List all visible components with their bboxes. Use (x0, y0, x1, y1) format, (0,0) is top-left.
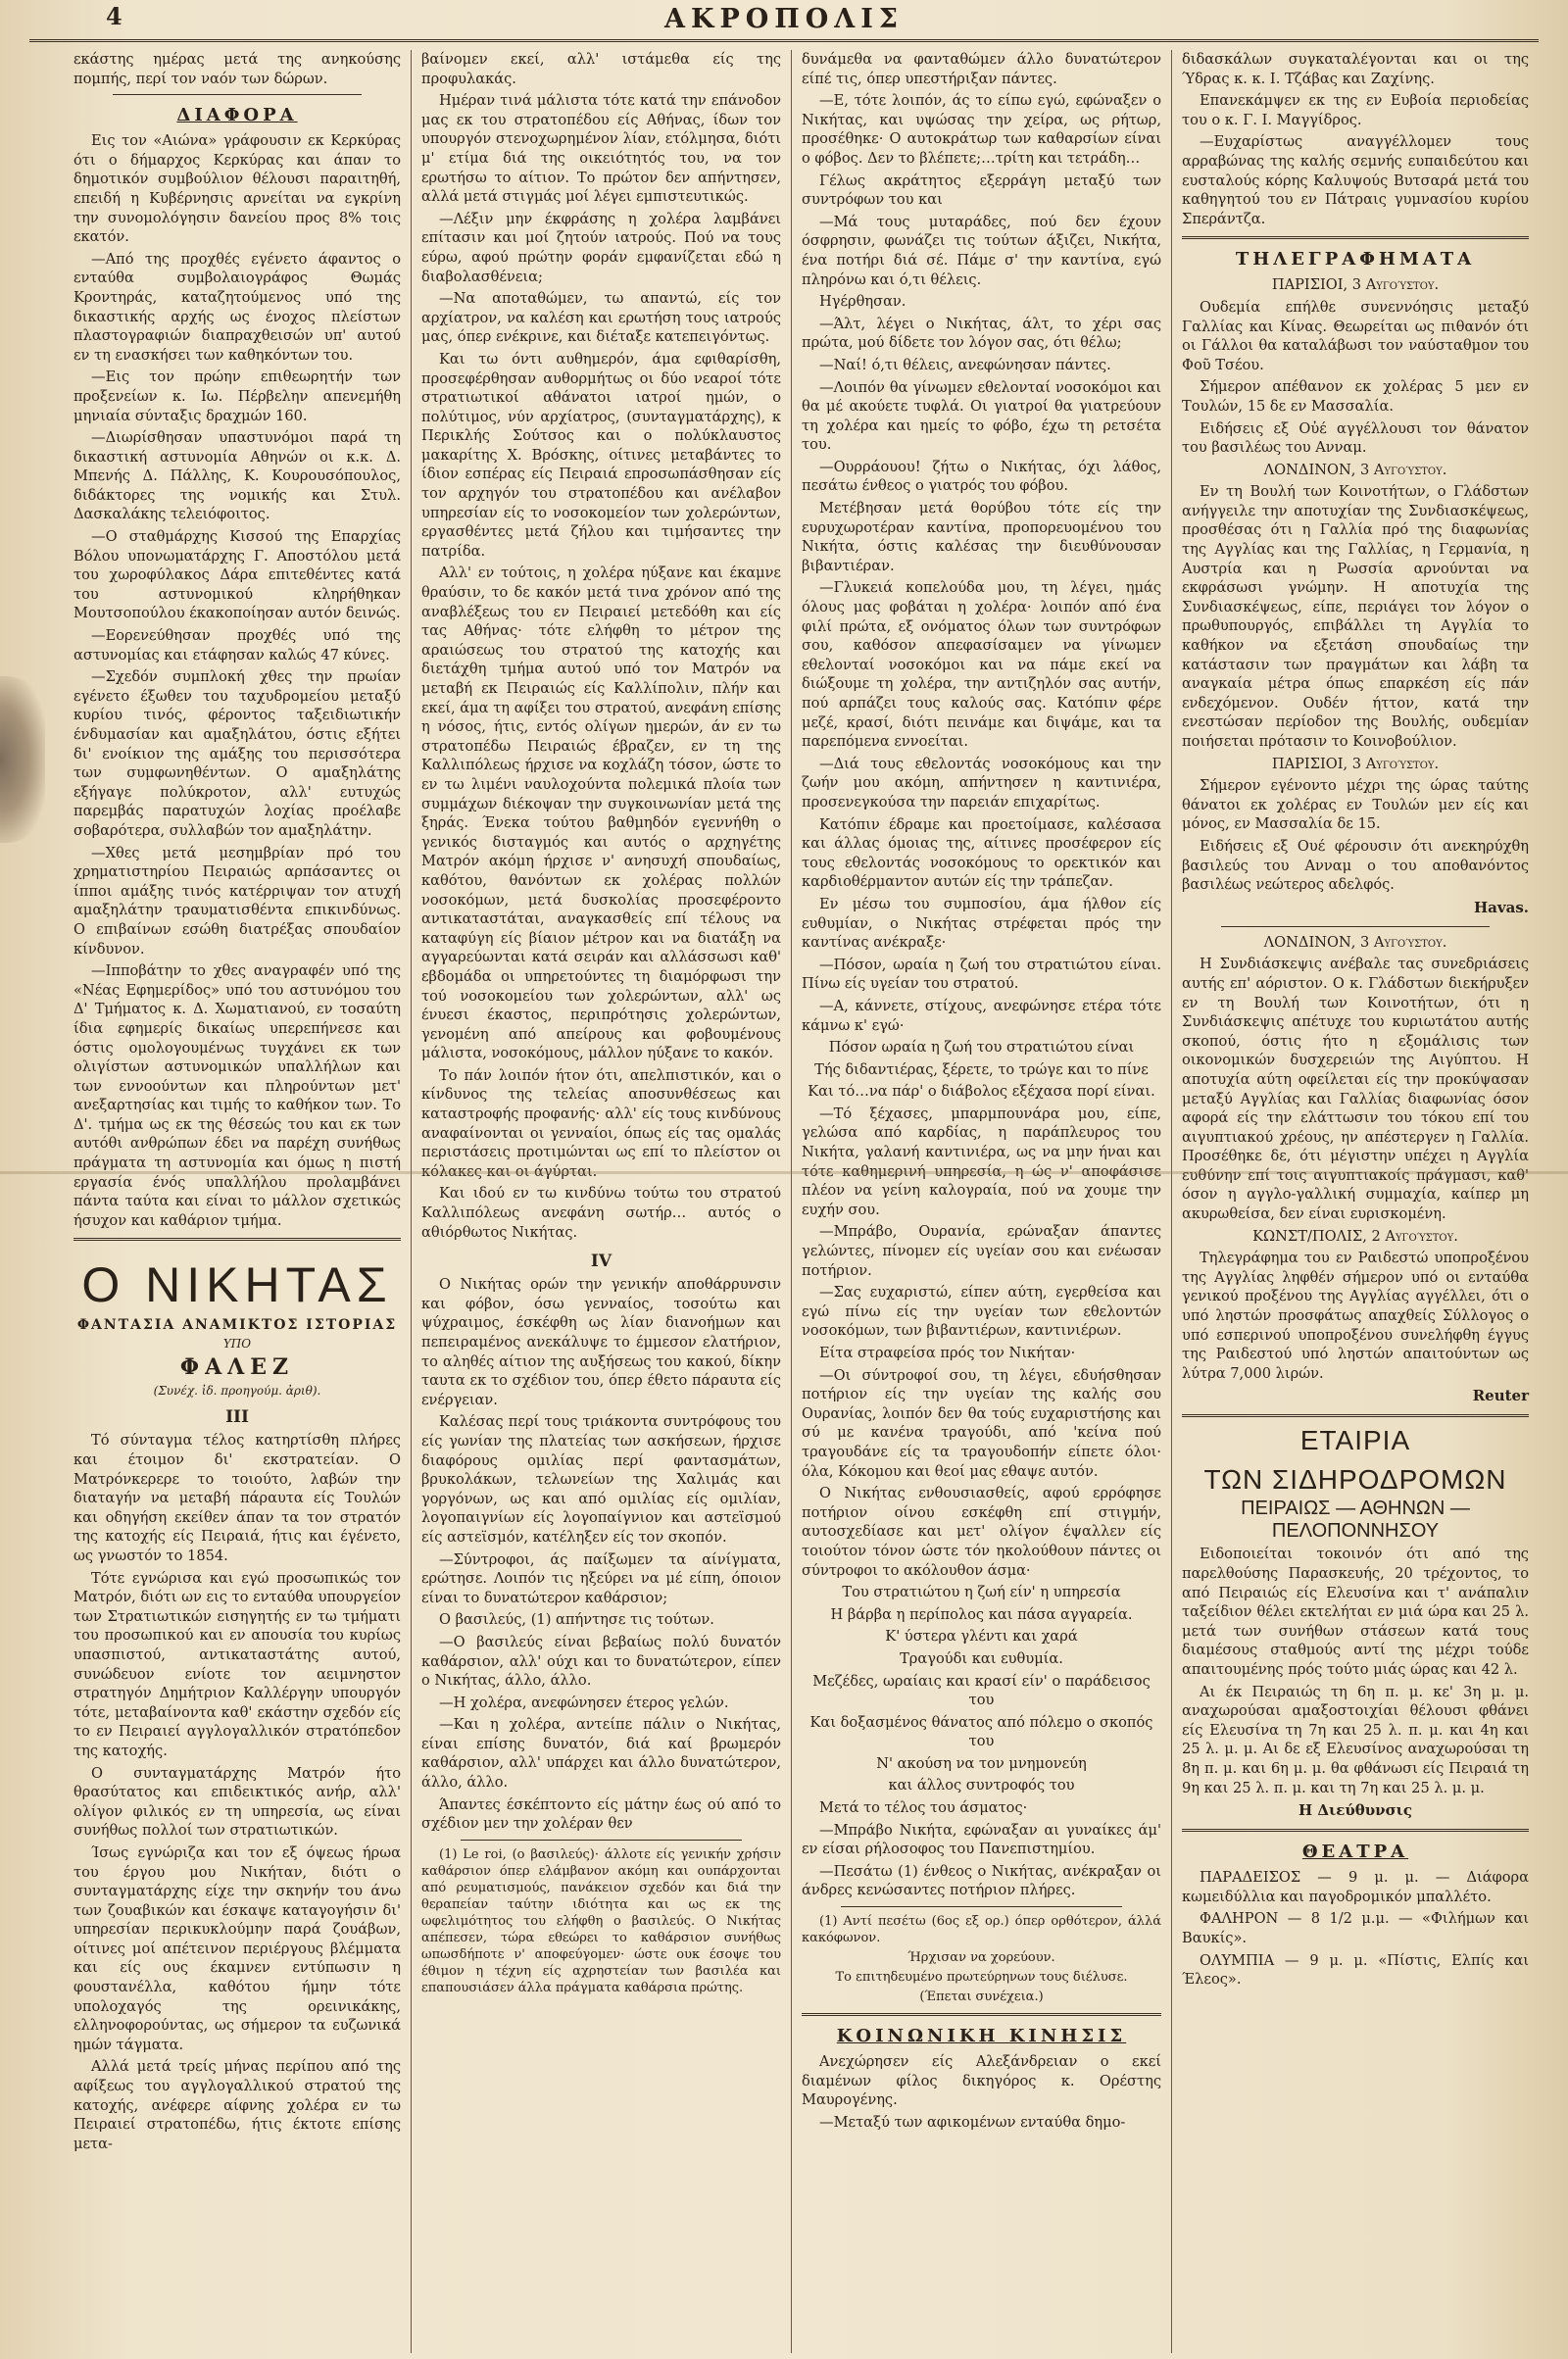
footnote: Το επιτηδευμένο πρωτεύρηνων τους διέλυσε. (835, 1970, 1128, 1986)
social-item: διδασκάλων συγκαταλέγονται και οι της Ύδρας κ. κ. Ι. Τζάβας και Ζαχίνης. (1182, 51, 1529, 87)
divider (1182, 1829, 1529, 1832)
intro-paragraph: εκάστης ημέρας μετά της ανηκούσης πομπής, περί τον ναόν των δώρων. (74, 51, 401, 87)
novel-paragraph: Γέλως ακράτητος εξερράγη μεταξύ των συντρόφων του και (802, 172, 1161, 209)
novel-paragraph: Ο Νικήτας ενθουσιασθείς, αφού ερρόφησε ποτήριον οίνου εσκέφθη επί στιγμήν, αυτοσχεδίασε και μετ' ολίγον έψαλλεν είς τοιούτον τόνον ώστε τόν ηκολούθουν πάντες οι σύντροφοι το ακόλουθον άσμα· (802, 1485, 1161, 1579)
novel-paragraph: —Άλτ, λέγει ο Νικήτας, άλτ, το χέρι σας πρώτα, μού δίδετε τον λόγον σας, ότι θέλω; (802, 315, 1161, 352)
novel-paragraph: —Μπράβο Νικήτα, εφώναξαν αι γυναίκες άμ' εν είσαι ρήλοσοφος του Πανεπιστημίου. (802, 1821, 1161, 1858)
news-item: —Χθες μετά μεσημβρίαν πρό του χρηματιστηρίου Πειραιώς αρπάσαντες οι ίπποι αμάξης τινός κατέρριψαν τον ατυχή αμαξηλάτην τραυματισθέντα επικινδύνως. Ο επιβαίνων εσώθη διατρέξας σπουδαίον κίνδυνον. (74, 844, 401, 958)
novel-paragraph: —Οι σύντροφοί σου, τη λέγει, εδυήσθησαν ποτήριον είς την υγείαν της καλής σου Ουρανίας, λοιπόν δεν θα τούς ευχαριστήσης και σύ με κανένα τραγούδι, από 'κείνα πού τραγουδάνε είς τα τραγουδοπήν είπετε όλοι· όλα, Κόκομου και θεοί μας εθαψε αυτόν. (802, 1366, 1161, 1480)
novel-paragraph: Και ιδού εν τω κινδύνω τούτω του στρατού Καλλιπόλεως ανεφάνη σωτήρ… αυτός ο αθιόρθωτος Νικήτας. (421, 1185, 781, 1241)
verse-line: Ν' ακούση να τον μνημονεύη (876, 1754, 1087, 1772)
telegram-text: Σήμερον απέθανον εκ χολέρας 5 μεν εν Τουλών, 15 δε εν Μασσαλία. (1182, 378, 1529, 415)
novel-paragraph: Ο βασιλεύς, (1) απήντησε τις τούτων. (439, 1611, 714, 1629)
novel-paragraph: —Ο βασιλεύς είναι βεβαίως πολύ δυνατόν καθάρσιον, αλλ' ούχι και το δυνατώτερον, είπεν ο Νικήτας, άλλο, άλλο. (421, 1633, 781, 1690)
social-item: Επανεκάμψεν εκ της εν Ευβοία περιοδείας του ο κ. Γ. Ι. Μαγγίδρος. (1182, 92, 1529, 128)
novel-paragraph: —Πεσάτω (1) ένθεος ο Νικήτας, ανέκραξαν οι άνδρες κενώσαντες ποτήριον πλήρες. (802, 1862, 1161, 1899)
novel-by: ΥΠΟ (222, 1337, 252, 1352)
newspaper-title: ΑΚΡΟΠΟΛΙΣ (664, 4, 904, 34)
novel-subtitle: ΦΑΝΤΑΣΙΑ ΑΝΑΜΙΚΤΟΣ ΙΣΤΟΡΙΑΣ (76, 1317, 398, 1334)
novel-paragraph: —Σας ευχαριστώ, είπεν αύτη, εγερθείσα και εγώ πίνω είς την υγείαν των εθελοντών νοσοκόμων, των βιβαντιέρων, καντινιέρων. (802, 1284, 1161, 1340)
novel-paragraph: Κατόπιν έδραμε και προετοίμασε, καλέσασα και άλλας όμοιας της, αίτινες προσέφερον είς τους εθελοντάς νοσοκόμους το ορεκτικόν και καρδιοθέρμαντον αυτών είς την τράπεζαν. (802, 815, 1161, 891)
column-1 (29, 50, 412, 2353)
divider (1182, 1414, 1529, 1417)
section-heading-theatres: ΘΕΑΤΡΑ (1301, 1842, 1409, 1863)
novel-paragraph: —Λοιπόν θα γίνωμεν εθελονταί νοσοκόμοι και θα μέ ακούετε τυφλά. Οι γιατροί θα γιατρεύουν τη χολέρα και ημείς το φόβο, έχω τη ρετσέτα του. (802, 378, 1161, 454)
novel-paragraph: —Ε, τότε λοιπόν, άς το είπω εγώ, εφώναξεν ο Νικήτας, και υψώσας την χείρα, ως ρήτωρ, προσέθηκε· Ο αυτοκράτωρ των καθαρσίων είναι ο φόβος. Δεν το βλέπετε;…τρίτη και τετράδη… (802, 92, 1161, 167)
novel-continued: (Συνέχ. ἰδ. προηγούμ. ἀριθ). (153, 1384, 321, 1399)
novel-paragraph: —Ναί! ό,τι θέλεις, ανεφώνησαν πάντες. (819, 356, 1111, 373)
footnote: Ήρχισαν να χορεύουν. (907, 1950, 1055, 1966)
dateline: ΠΑΡΙΣΙΟΙ, 3 Αυγούστου. (1271, 755, 1440, 772)
novel-paragraph: —Γλυκειά κοπελούδα μου, τη λέγει, ημάς όλους μας φοβάται η χολέρα· λοιπόν από ένα φιλί πρώτα, εξ ονόματος όλων των συντρόφων σου, καθόσον απεφασίσαμεν να γίνωμεν εθελονταί νοσοκόμοι και να πάμε εκεί να διώξουμε τη χολέρα, την αντιζηλόν σας αυτήν, πού αρπάζει τους καλούς σας. Κατόπιν φέρε μεζέ, κρασί, διότι πεινάμε και διψάμε, και τα παρεπόμενα εννοείται. (802, 579, 1161, 751)
novel-paragraph: —Τό ξέχασες, μπαρμπουνάρα μου, είπε, γελώσα από καρδίας, η παράπλευρος του Νικήτα, γαλανή καντινιέρα, ως να μην ήναι και τότε καθημερινή υπηρεσία, η ώς ν' αποφάσισε πλέον να γείνη καλογραία, πού να χουμε την ευχήν σου. (802, 1105, 1161, 1218)
footnote: (1) Le roi, (ο βασιλεύς)· άλλοτε είς γενικήν χρήσιν καθάρσιον όπερ ελάμβανον ακόμη και ουπάρχονται από ρευματισμούς, πανάκειον σχεδόν και διά την θεραπείαν ταύτην ιδιότητα και ως εκ της ωφελιμότητος του ελήφθη ο βασιλεύς. Ο Νικήτας απέπεσεν, τώρα εθεώρει το καθάρσιον συνήθως ωπωσδήποτε ν' αποφεύγομεν· ώστε ουκ έσοψε του έθιμον η τέχνη είς αχρηστείαν των βασιλέα και επαπουσιάσεν άλλα πράγματα καθάρσια πρώτης. (421, 1846, 781, 1995)
novel-author: ΦΑΛΕΖ (179, 1354, 295, 1381)
novel-paragraph: Ο συνταγματάρχης Ματρόν ήτο θρασύτατος και επιδεικτικός ανήρ, αλλ' ολίγον φιλικός εν τη υπηρεσία, ως είναι συνήθως πολλοί των στρατιωτικών. (74, 1764, 401, 1840)
masthead (29, 0, 1539, 42)
column-4 (1172, 50, 1539, 2353)
novel-paragraph: Ίσως εγνώριζα και τον εξ όψεως ήρωα του έργου μου Νικήταν, διότι ο συνταγματάρχης είχε την σκηνήν του άνω των ζουαβικών και έσκαψε καταγογήσιν δι' υπηρεσίαν περικυκλούμην παρά ζουάβων, οίτινες μοί απέτεινον περιέργους βλέμματα και είς ους έκαμνεν εντύπωσιν η φουστανέλλα, καθότου ήμην τότε υπολοχαγός της ορεινικάκης, ελληνοφορούντας, ως σήμερον τα ευζωνικά ημών τάγματα. (74, 1843, 401, 2053)
novel-paragraph: —Πόσον, ωραία η ζωή του στρατιώτου είναι. Πίνω είς υγείαν του στρατού. (802, 956, 1161, 993)
chapter-heading: IV (590, 1252, 612, 1272)
news-item: —Ο σταθμάρχης Κισσού της Επαρχίας Βόλου υπονωματάρχης Γ. Αποστόλου μετά του χωροφύλακος Δάρα επιτεθέντες κατά του αστυνομικού κληρήθηκαν Μουτσοπούλου έκακοποίησαν αυτόν δεινώς. (74, 528, 401, 622)
news-item: Εις τον «Αιώνα» γράφουσιν εκ Κερκύρας ότι ο δήμαρχος Κερκύρας και άπαν το δημοτικόν συμβούλιον θέλουσι παραιτηθή, επειδή η Κυβέρνησις αρνείται να εγκρίνη την συνομολόγησιν δανείου προς 8% τοις εκατόν. (74, 132, 401, 246)
ad-paragraph: Ειδοποιείται τοκοινόν ότι από της παρελθούσης Παρασκευής, 20 τρέχοντος, το από Πειραιώς είς Ελευσίνα και τ' ανάπαλιν ταξείδιον θέλει εκτελήται εν μιά ώρα και 25 λ. μετά των συνήθων στάσεων κατά τους διαμέσους σταθμούς αντί της μέχρι τούδε απαιτουμένης πρός τούτο μιάς ώρας και 42 λ. (1182, 1546, 1529, 1678)
verse-line: Και τό…να πάρ' ο διάβολος εξέχασα πορί είναι. (808, 1083, 1155, 1101)
ad-title: ΤΩΝ ΣΙΔΗΡΟΔΡΟΜΩΝ (1203, 1464, 1507, 1496)
ad-signature: Η Διεύθυνσις (1298, 1801, 1413, 1820)
divider (461, 1840, 742, 1841)
ad-title: ΕΤΑΙΡΙΑ (1299, 1425, 1411, 1456)
footnote: (1) Αντί πεσέτω (6ος εξ ορ.) όπερ ορθότερον, άλλά κακόφωνον. (802, 1914, 1161, 1946)
ad-paragraph: Αι έκ Πειραιώς τη 6η π. μ. κε' 3η μ. μ. αναχωρούσαι αμαξοστοιχίαι θέλουσι φθάνει είς Ελευσίνα τη 7η και 25 λ. π. μ. και 4η και 25 λ. μ. μ. Αι δε εξ Ελευσίνος αναχωρούσαι τη 8η π. μ. και 6η μ. μ. θα φθάνωσι είς Πειραιά τη 9η και 25 λ. π. μ. και τη 7η και 25 λ. μ. μ. (1182, 1683, 1529, 1796)
telegram-text: Σήμερον εγένοντο μέχρι της ώρας ταύτης θάνατοι εκ χολέρας εν Τουλών μεν είς και μόνος, εν Μασσαλία δε 15. (1182, 777, 1529, 833)
novel-paragraph: —Διά τους εθελοντάς νοσοκόμους και την ζωήν μου ακόμη, απήντησεν η καντινιέρα, προσενεγκούσα την παρειάν επιχαρίτως. (802, 755, 1161, 811)
telegram-text: Ειδήσεις εξ Ουέ φέρουσιν ότι ανεκηρύχθη βασιλεύς του Ανναμ ο του αποθανόντος βασιλέως νεώτερος αδελφός. (1182, 837, 1529, 894)
diafora-list (74, 131, 401, 1230)
news-item: —Εις τον πρώην επιθεωρητήν των προξενείων κ. Ιω. Πέρβελην απενεμήθη μηνιαία σύνταξις δραχμών 160. (74, 369, 401, 424)
novel-paragraph: Τό σύνταγμα τέλος κατηρτίσθη πλήρες και έτοιμον δι' εκστρατείαν. Ο Ματρόνκερερε το τοιούτο, λαβών την διαταγήν να μεταβή πάραυτα είς Τουλών και οδηγήση εκείθεν άπαν τα τον στρατόν της κατοχής είς Πειραιά, ήτις και έγένετο, ως γνωστόν το 1854. (74, 1432, 401, 1564)
novel-paragraph: —Μπράβο, Ουρανία, ερώναξαν άπαντες γελώντες, πίνομεν είς υγείαν σου και ενέωσαν ποτήριον. (802, 1223, 1161, 1279)
dateline: ΚΩΝΣΤ/ΠΟΛΙΣ, 2 Αυγούστου. (1252, 1227, 1458, 1245)
divider (1221, 926, 1490, 927)
verse-line: Πόσον ωραία η ζωή του στρατιώτου είναι (828, 1039, 1135, 1057)
novel-paragraph: Άπαντες έσκέπτοντο είς μάτην έως ού από το σχέδιον μεν την χολέραν θεν (421, 1795, 781, 1833)
novel-paragraph: βαίνομεν εκεί, αλλ' ιστάμεθα είς της προφυλακάς. (421, 51, 781, 87)
news-item: —Ιπποβάτην το χθες αναγραφέν υπό της «Νέας Εφημερίδος» υπό του αστυνόμου του Δ' Τμήματος κ. Δ. Χωματιανού, εν τοσαύτη ίδια εφημερίς δικαίως υπερεπήνεσε και όστις ομολογουμένως τυγχάνει εκ των ολιγίστων αστυνομικών υπαλλήλων και των εννοούντων και πληρούντων μετ' ανεξαρτησίας και τιμής το καθήκον των. Το Δ'. τμήμα ως εκ της θέσεώς του και εκ των αυτόθι ανθρώπων έδει να παρέχη συνήθως πράγματα τη αστυνομία και όμως η πιστή εργασία ένός υπαλλήλου προλαμβάνει πάντα ταύτα και είναι το μάλλον σχετικώς ήσυχον και καθάριον τμήμα. (74, 962, 401, 1229)
verse-line: Μεζέδες, ωραίαις και κρασί είν' ο παράδεισος του (812, 1672, 1151, 1709)
telegram-text: Τηλεγράφημα του εν Ραιδεστώ υποπροξένου της Αγγλίας ληφθέν σήμερον υπό οι ενταύθα γενικού προξένου της Αγγλίας αγγέλλει, ότι ο υπό ληστών προσφάτως απαχθείς Σύλλογος ο υπό εσπερινού υποπροξένου συνελήφθη έγγυς της Ραιδεστού υπό ληστών απαιτούντων ως λύτρα 7,000 λιρών. (1182, 1250, 1529, 1382)
news-item: —Από της προχθές εγένετο άφαντος ο ενταύθα συμβολαιογράφος Θωμάς Κροντηράς, καταζητούμενος υπό της δικαστικής αρχής ως ένοχος πλείστων πλαστογραφιών διαπραχθεισών υπ' αυτού εν τη ενασκήσει των καθηκόντων του. (74, 250, 401, 364)
social-item: Ανεχώρησεν είς Αλεξάνδρειαν ο εκεί διαμένων φίλος δικηγόρος κ. Ορέστης Μαυρογένης. (802, 2053, 1161, 2109)
verse-line: Του στρατιώτου η ζωή είν' η υπηρεσία (842, 1584, 1121, 1601)
novel-paragraph: —Λέξιν μην έκφράσης η χολέρα λαμβάνει επίτασιν και μοί ζητούν ιατρούς. Πού να τους εύρω, αφού πρώτην φοράν εμφανίζεται εδώ η διαβολασθένεια; (421, 210, 781, 285)
section-heading-social: ΚΟΙΝΩΝΙΚΗ ΚΙΝΗΣΙΣ (836, 2026, 1127, 2047)
news-item: —Εορενεύθησαν προχθές υπό της αστυνομίας και ετάφησαν καλώς 47 κύνες. (74, 627, 401, 663)
theatre-item: ΠΑΡΑΔΕΙΣΟΣ — 9 μ. μ. — Διάφορα κωμειδύλλια και παγοδρομικόν μπαλλέτο. (1182, 1869, 1529, 1905)
novel-paragraph: Αλλ' εν τούτοις, η χολέρα ηύξανε και έκαμνε θραύσιν, το δε κακόν μετά τινα χρόνον από της αναβλέξεως του εν Πειραιεί μετεδόθη και είς τας Αθήνας· τότε ελήφθη το μέτρον της αραιώσεως του στρατού της κατοχής και διετάχθη τμήμα αυτού υπό τον Ματρόν να μεταβή εκ Πειραιώς είς Καλλίπολιν, πλήν και εκεί, άμα τη αφίξει του στρατού, ανεφάνη επίσης η νόσος, ήτις, εντός ολίγων ημερών, άν εν τω στρατοπέδω Πειραιώς έβραζεν, εν τη της Καλλιπόλεως ήρχισε να κοχλάζη τόσον, ώστε το εν τω λιμένι ναυλοχούντα πολεμικά πλοία των συμμάχων διέκοψαν την συγκοινωνίαν μετά της ξηράς. Ένεκα τούτου βαθμηδόν εγεννήθη ο γενικός δισταγμός και αυτός ο αρχηγέτης Ματρόν ακόμη ήρχισε ν' ανησυχή σπουδαίως, καθότου, θανόντων εκ χολέρας πολλών νοσοκόμων, μετά δυσκολίας προσεφέροντο αντικαταστάται, αναγκασθείς επί τέλους να καταφύγη είς βίαιον μέτρον και να διατάξη να αγγαρεύωνται κατά σειράν και αλλάσσωσι καθ' εβδομάδα οι υπηρετούντες τη διαμόρφωσι την τού νοσοκομείου των χολερώντων, αλλ' ως ένυεσι έκαστος, περιπρότησις χολερώντων, γενομένη από απείρους και φοβουμένους μάλιστα, νοσοκόμους, μάλλον ηύξανε το κακόν. (421, 565, 781, 1062)
dateline: ΠΑΡΙΣΙΟΙ, 3 Αυγούστου. (1271, 276, 1440, 294)
novel-paragraph: Μετά το τέλος του άσματος· (819, 1799, 1028, 1817)
novel-paragraph: —Να αποταθώμεν, τω απαντώ, είς τον αρχίατρον, να καλέση και ερωτήση τους ιατρούς μας, όπερ ενέκρινε, και διέταξε κατεπειγόντως. (421, 290, 781, 346)
column-3 (792, 50, 1172, 2353)
dateline: ΛΟΝΔΙΝΟΝ, 3 Αυγούστου. (1263, 461, 1447, 478)
social-item: —Μεταξύ των αφικομένων ενταύθα δημο- (819, 2113, 1126, 2131)
telegram-text: Εν τη Βουλή των Κοινοτήτων, ο Γλάδστων ανήγγειλε την αποτυχίαν της Συνδιασκέψεως, προσθέσας ότι η Γαλλία πρό της διαφωνίας της Αγγλίας και της Γαλλίας, η Γερμανία, η Αυστρία και η Ρωσσία αρνούνται να εκφράσωσι γνώμην. Η αποτυχία της Συνδιασκέψεως, είπε, περιάγει τον λόγον ο πρωθυπουργός, επιβάλλει τη Αγγλία το καθήκον να εξετάση σπουδαίως την κατάστασιν των πραγμάτων και λάβη τα αναγκαία μέτρα όπως επαρκέση είς πάν ενδεχόμενον. Ουδέν ήττον, κατά την ενεστώσαν περίοδον της Βουλής, ουδεμίαν ποιήσεται πρότασιν το Κοινοβούλιον. (1182, 483, 1529, 750)
verse-line: Και δοξασμένος θάνατος από πόλεμο ο σκοπός του (809, 1713, 1153, 1750)
theatre-item: ΟΛΥΜΠΙΑ — 9 μ. μ. «Πίστις, Ελπίς και Έλεος». (1182, 1951, 1529, 1989)
agency-signature: Havas. (1474, 898, 1529, 916)
verse-line: Κ' ύστερα γλέντι και χαρά (885, 1628, 1078, 1646)
verse-line: Η βάρβα η περίπολος και πάσα αγγαρεία. (830, 1605, 1133, 1623)
verse-line: Τής διδαντιέρας, ξέρετε, το τρώγε και το πίνε (814, 1060, 1149, 1078)
paper-fold-crease (0, 1171, 1568, 1174)
agency-signature: Reuter (1472, 1387, 1529, 1405)
novel-paragraph: Εν μέσω του συμποσίου, άμα ήλθον είς ευθυμίαν, ο Νικήτας στρέφεται πρός την καντίνας ανέκραξε· (802, 895, 1161, 952)
novel-paragraph: Ο Νικήτας ορών την γενικήν αποθάρρυνσιν και φόβον, όσω γενναίος, τοσούτω και ψύχραιμος, έσκέφθη ως λίαν διανοήμων και πεπειραμένος ανεκάλυψε το έμμεσον ελατήριον, το αληθές αίτιον της αυξήσεως του κακού, δίκην ταυτα εκ το σχέδιον του, όπερ έθετο πάραυτα είς ενέργειαν. (421, 1276, 781, 1408)
divider (1182, 236, 1529, 239)
novel-paragraph: —Σύντροφοι, άς παίξωμεν τα αίνίγματα, ερώτησε. Λοιπόν τις ηξεύρει να μέ είπη, όποιον είναι το δυνατώτερον καθάρσιον; (421, 1550, 781, 1606)
novel-paragraph: Αλλά μετά τρείς μήνας περίπου από της αφίξεως του αγγλογαλλικού στρατού της κατοχής, ανέφερε αίφνης χολέρα εν τω Πειραιεί στρατοπέδω, ήτις έκτοτε επίσης μετα- (74, 2058, 401, 2152)
paper-stain (0, 676, 45, 843)
novel-paragraph: Το πάν λοιπόν ήτον ότι, απελπιστικόν, και ο κίνδυνος της τελείας αποσυνθέσεως και καταστροφής προφανής· αλλ' είς τους κινδύνους αναφαίνονται οι γενναίοι, όπως είς τας ομαλάς περιστάσεις προτιμώνται ως επί το πλείστον οι κόλακες και οι άγύρται. (421, 1066, 781, 1180)
divider (113, 94, 362, 95)
divider (841, 1906, 1122, 1907)
novel-paragraph: Και τω όντι αυθημερόν, άμα εφιθαρίσθη, προσεφέρθησαν αυθορμήτως οι δύο νεαροί τότε στρατιωτικοί αθάνατοι ιατροί ημών, ο πολύτιμος, νύν αρχίατρος, (συνταγματάρχης), κ Περικλής Σούτσος και ο πολύκλαυστος μακαρίτης Χ. Βρόσκης, οίτινες μεταβάντες το ίδιον εσπέρας είς Πειραιά επροσωπάσθησαν είς τον αρχηγόν του στρατοπέδου και ανέλαβον υπηρεσίαν είς το νοσοκομείον των χολερώντων, εργασθέντες μετά ζήλου και τιμήσαντες την πατρίδα. (421, 350, 781, 560)
novel-paragraph: —Α, κάννετε, στίχους, ανεφώνησε ετέρα τότε κάμνω κ' εγώ· (802, 997, 1161, 1034)
telegram-text: Ειδήσεις εξ Οὐέ αγγέλλουσι τον θάνατον του βασιλέως του Ανναμ. (1182, 419, 1529, 457)
novel-paragraph: Καλέσας περί τους τριάκοντα συντρόφους του είς γωνίαν της πλατείας των ασκήσεων, ήρχισε διαφόρους ομιλίας περί φαντασμάτων, βρυκολάκων, τελωνείων της Χαλιμάς και γοργόνων, ως και από ομιλίας είς ομιλίαν, λογοπαιγνίων είς λογοπαίγνιον και αστεϊσμού είς αστεϊσμόν, κατέληξεν είς τον σκοπόν. (421, 1413, 781, 1546)
telegram-text: Η Συνδιάσκεψις ανέβαλε τας συνεδριάσεις αυτής επ' αόριστον. Ο κ. Γλάδστων διεκήρυξεν εν τη Βουλή των Κοινοτήτων, ότι η Συνδιάσκεψις απέτυχε του κυριωτάτου αυτής σκοπού, όστις ήτο η εξομάλισις των οικονομικών δυσχερειών της Αιγύπτου. Η αποτυχία αύτη οφείλεται είς την προκύψασαν μεταξύ Αγγλίας και Γαλλίας διαφωνίας όσον αφορά είς την ελάττωσιν του τόκου επί του αιγυπτιακού χρέους, ην απέστεργεν η Γαλλία. Προσέθηκε δε, ότι μέγιστην υπέχει η Αγγλία ευθύνην επί τοις αιγυπτιακοίς πράγμασι, καθ' όσον η αγγλο-γαλλική συμμαχία, καίπερ μη ακυρωθείσα, δεν είναι ευρισκομένη. (1182, 956, 1529, 1223)
novel-paragraph: —Μά τους μυταράδες, πού δεν έχουν όσφρησιν, φωνάζει τις τούτων άξιζει, Νικήτα, ένα ποτήρι διά σέ. Πάμε σ' την καντίνα, εγώ πληρόνω και ό,τι θέλεις. (802, 213, 1161, 288)
news-item: —Διωρίσθησαν υπαστυνόμοι παρά τη δικαστική αστυνομία Αθηνών οι κ.κ. Δ. Μπενής Δ. Πάλλης, Κ. Κουρουσόπουλος, διδάκτορες της νομικής και Στυλ. Δασκαλάκης τελειόφοιτος. (74, 429, 401, 523)
novel-paragraph: —Η χολέρα, ανεφώνησεν έτερος γελών. (439, 1694, 729, 1711)
novel-paragraph: Τότε εγνώρισα και εγώ προσωπικώς τον Ματρόν, διότι ων εις το ενταύθα υπουργείον των Στρατιωτικών εισηγητής εν τω τμήματι του προσωπικού και εν απουσία του κυρίως υπασπιστού, αντικαταστάτης αυτού, συνώδευον ενίοτε τον αειμνηστον στρατηγόν Δημήτριον Καλλέργην υπουργόν τότε, μεταβαίνοντα καθ' εκάστην σχεδόν είς το εν Πειραιεί αγγλογαλλικόν στρατόπεδον της κατοχής. (74, 1569, 401, 1759)
theatre-item: ΦΑΛΗΡΟΝ — 8 1/2 μ.μ. — «Φιλήμων και Βαυκίς». (1182, 1910, 1529, 1946)
novel-paragraph: Είτα στραφείσα πρός τον Νικήταν· (819, 1345, 1076, 1361)
column-2 (412, 50, 792, 2353)
novel-paragraph: Μετέβησαν μετά θορύβου τότε είς την ευρυχωροτέραν καντίνα, προπορευομένου του Νικήτα, όστις καλέσας την διευθύνουσαν βιβαντιέραν. (802, 500, 1161, 574)
social-item: —Ευχαρίστως αναγγέλλομεν τους αρραβώνας της καλής σεμνής ευπαιδεύτου και ευσταλούς κόρης Καλυψούς Βυτσαρά μετά του καθηγητού του εν Πάτραις γυμνασίου κυρίου Σπεράντζα. (1182, 133, 1529, 227)
news-item: —Σχεδόν συμπλοκή χθες την πρωίαν εγένετο έξωθεν του ταχυδρομείου μεταξύ κυρίου τινός, φέροντος ταξειδιωτικήν ένδυμασίαν και αμαξηλάτου, όστις εξήτει δι' ενοίκιον της αμάξης του περισσότερα των συμφωνηθέντων. Ο αμαξηλάτης εξήγαγε πολύκροτον, αλλ' ευτυχώς παρεμβάς παρατυχών λοχίας προέλαβε σοβαρότερα, συλλαβών τον αμαξηλάτην. (74, 668, 401, 839)
telegram-text: Ουδεμία επήλθε συνεννόησις μεταξύ Γαλλίας και Κίνας. Θεωρείται ως πιθανόν ότι οι Γάλλοι θα καταλάβωσι τον ναύσταθμον του Φοῦ Τσέου. (1182, 298, 1529, 373)
verse-line: και άλλος συντροφός του (888, 1777, 1075, 1794)
novel-paragraph: Ηγέρθησαν. (819, 293, 906, 311)
novel-paragraph: δυνάμεθα να φανταθώμεν άλλο δυνατώτερον είπέ τις, όπερ υπεστήριξαν πάντες. (802, 51, 1161, 87)
novel-title: Ο ΝΙΚΗΤΑΣ (81, 1257, 393, 1313)
divider (802, 2013, 1161, 2016)
chapter-heading: III (225, 1407, 249, 1428)
section-heading-telegrams: ΤΗΛΕΓΡΑΦΗΜΑΤΑ (1235, 249, 1476, 270)
verse-line: Τραγούδι και ευθυμία. (900, 1649, 1063, 1667)
page-number: 4 (106, 2, 122, 30)
novel-paragraph: —Ουρράουου! ζήτω ο Νικήτας, όχι λάθος, πεσάτω ένθεος ο γιατρός του φόβου. (802, 458, 1161, 495)
columns (29, 50, 1539, 2353)
dateline: ΛΟΝΔΙΝΟΝ, 3 Αυγούστου. (1263, 933, 1447, 951)
continued-note: (Έπεται συνέχεια.) (919, 1990, 1044, 2005)
section-heading-diafora: ΔΙΑΦΟΡΑ (176, 105, 298, 126)
novel-paragraph: —Και η χολέρα, αντείπε πάλιν ο Νικήτας, είναι επίσης δυνατόν, διά καί βρωμερόν καθάρσιον, αλλ' υπάρχει και άλλο δυνατώτερον, άλλο, άλλο. (421, 1716, 781, 1792)
novel-paragraph: Ημέραν τινά μάλιστα τότε κατά την επάνοδον μας εκ του στρατοπέδου είς Αθήνας, ίδων τον υπουργόν στενοχωρημένον λίαν, ετόλμησα, διότι μ' ετίμα διά της οικειότητός του, να τον ερωτήσω το αίτιον. Το πρώτον δεν απήντησεν, αλλά μετά στιγμάς μοί λέγει εμπιστευτικώς. (421, 92, 781, 206)
ad-subtitle: ΠΕΙΡΑΙΩΣ — ΑΘΗΝΩΝ — ΠΕΛΟΠΟΝΝΗΣΟΥ (1241, 1498, 1470, 1543)
divider (74, 1238, 401, 1241)
